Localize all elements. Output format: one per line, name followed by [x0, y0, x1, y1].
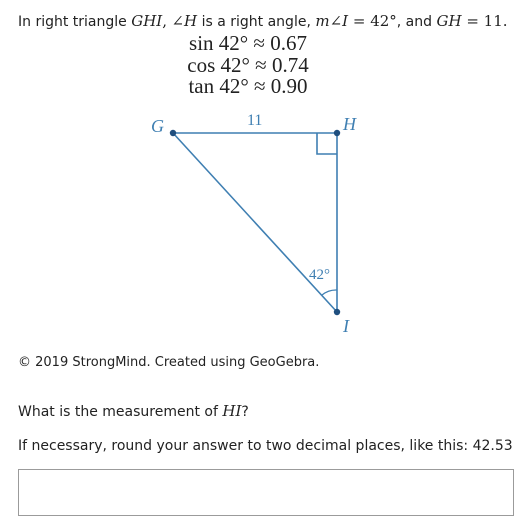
trig-tan: tan 42° ≈ 0.90 [188, 74, 308, 98]
point-h [334, 130, 340, 136]
right-angle-vertex: H [184, 12, 198, 30]
vertex-label-g: G [151, 116, 164, 136]
question-suffix: ? [241, 404, 249, 420]
trig-sin: sin 42° ≈ 0.67 [189, 31, 307, 55]
side-value: 11 [483, 12, 503, 30]
triangle-figure [140, 105, 370, 340]
copyright-text: © 2019 StrongMind. Created using GeoGebra. [18, 355, 320, 370]
side-length-label: 11 [247, 112, 263, 129]
angle-measure-label: m∠I [315, 12, 349, 30]
question-text [18, 402, 249, 420]
triangle-diagram [140, 105, 370, 340]
trig-cos: cos 42° ≈ 0.74 [187, 53, 309, 77]
equals-sign: = [348, 12, 371, 30]
question-prefix: What is the measurement of [18, 404, 218, 420]
right-angle-marker [317, 133, 337, 154]
problem-intro: In right triangle [18, 14, 127, 30]
point-g [170, 130, 176, 136]
angle-value: 42° [370, 12, 397, 30]
side-name: GH [436, 12, 462, 30]
vertex-label-h: H [343, 114, 356, 134]
question-segment: HI [222, 402, 242, 420]
period: . [502, 12, 508, 30]
vertex-label-i: I [343, 316, 349, 336]
angle-arc-i [322, 290, 337, 295]
side-gi [173, 133, 337, 312]
answer-input[interactable] [18, 469, 514, 516]
triangle-name: GHI [131, 12, 163, 30]
problem-statement: In right triangle GHI, ∠H is a right angle, m∠I = 42°, and GH = 11. [18, 12, 508, 30]
angle-symbol: ∠ [171, 12, 185, 30]
point-i [334, 309, 340, 315]
right-angle-phrase: is a right angle, [201, 14, 311, 30]
and-text: , and [396, 14, 433, 30]
angle-label: 42° [309, 267, 330, 283]
rounding-instruction: If necessary, round your answer to two decimal places, like this: 42.53 [18, 438, 513, 454]
